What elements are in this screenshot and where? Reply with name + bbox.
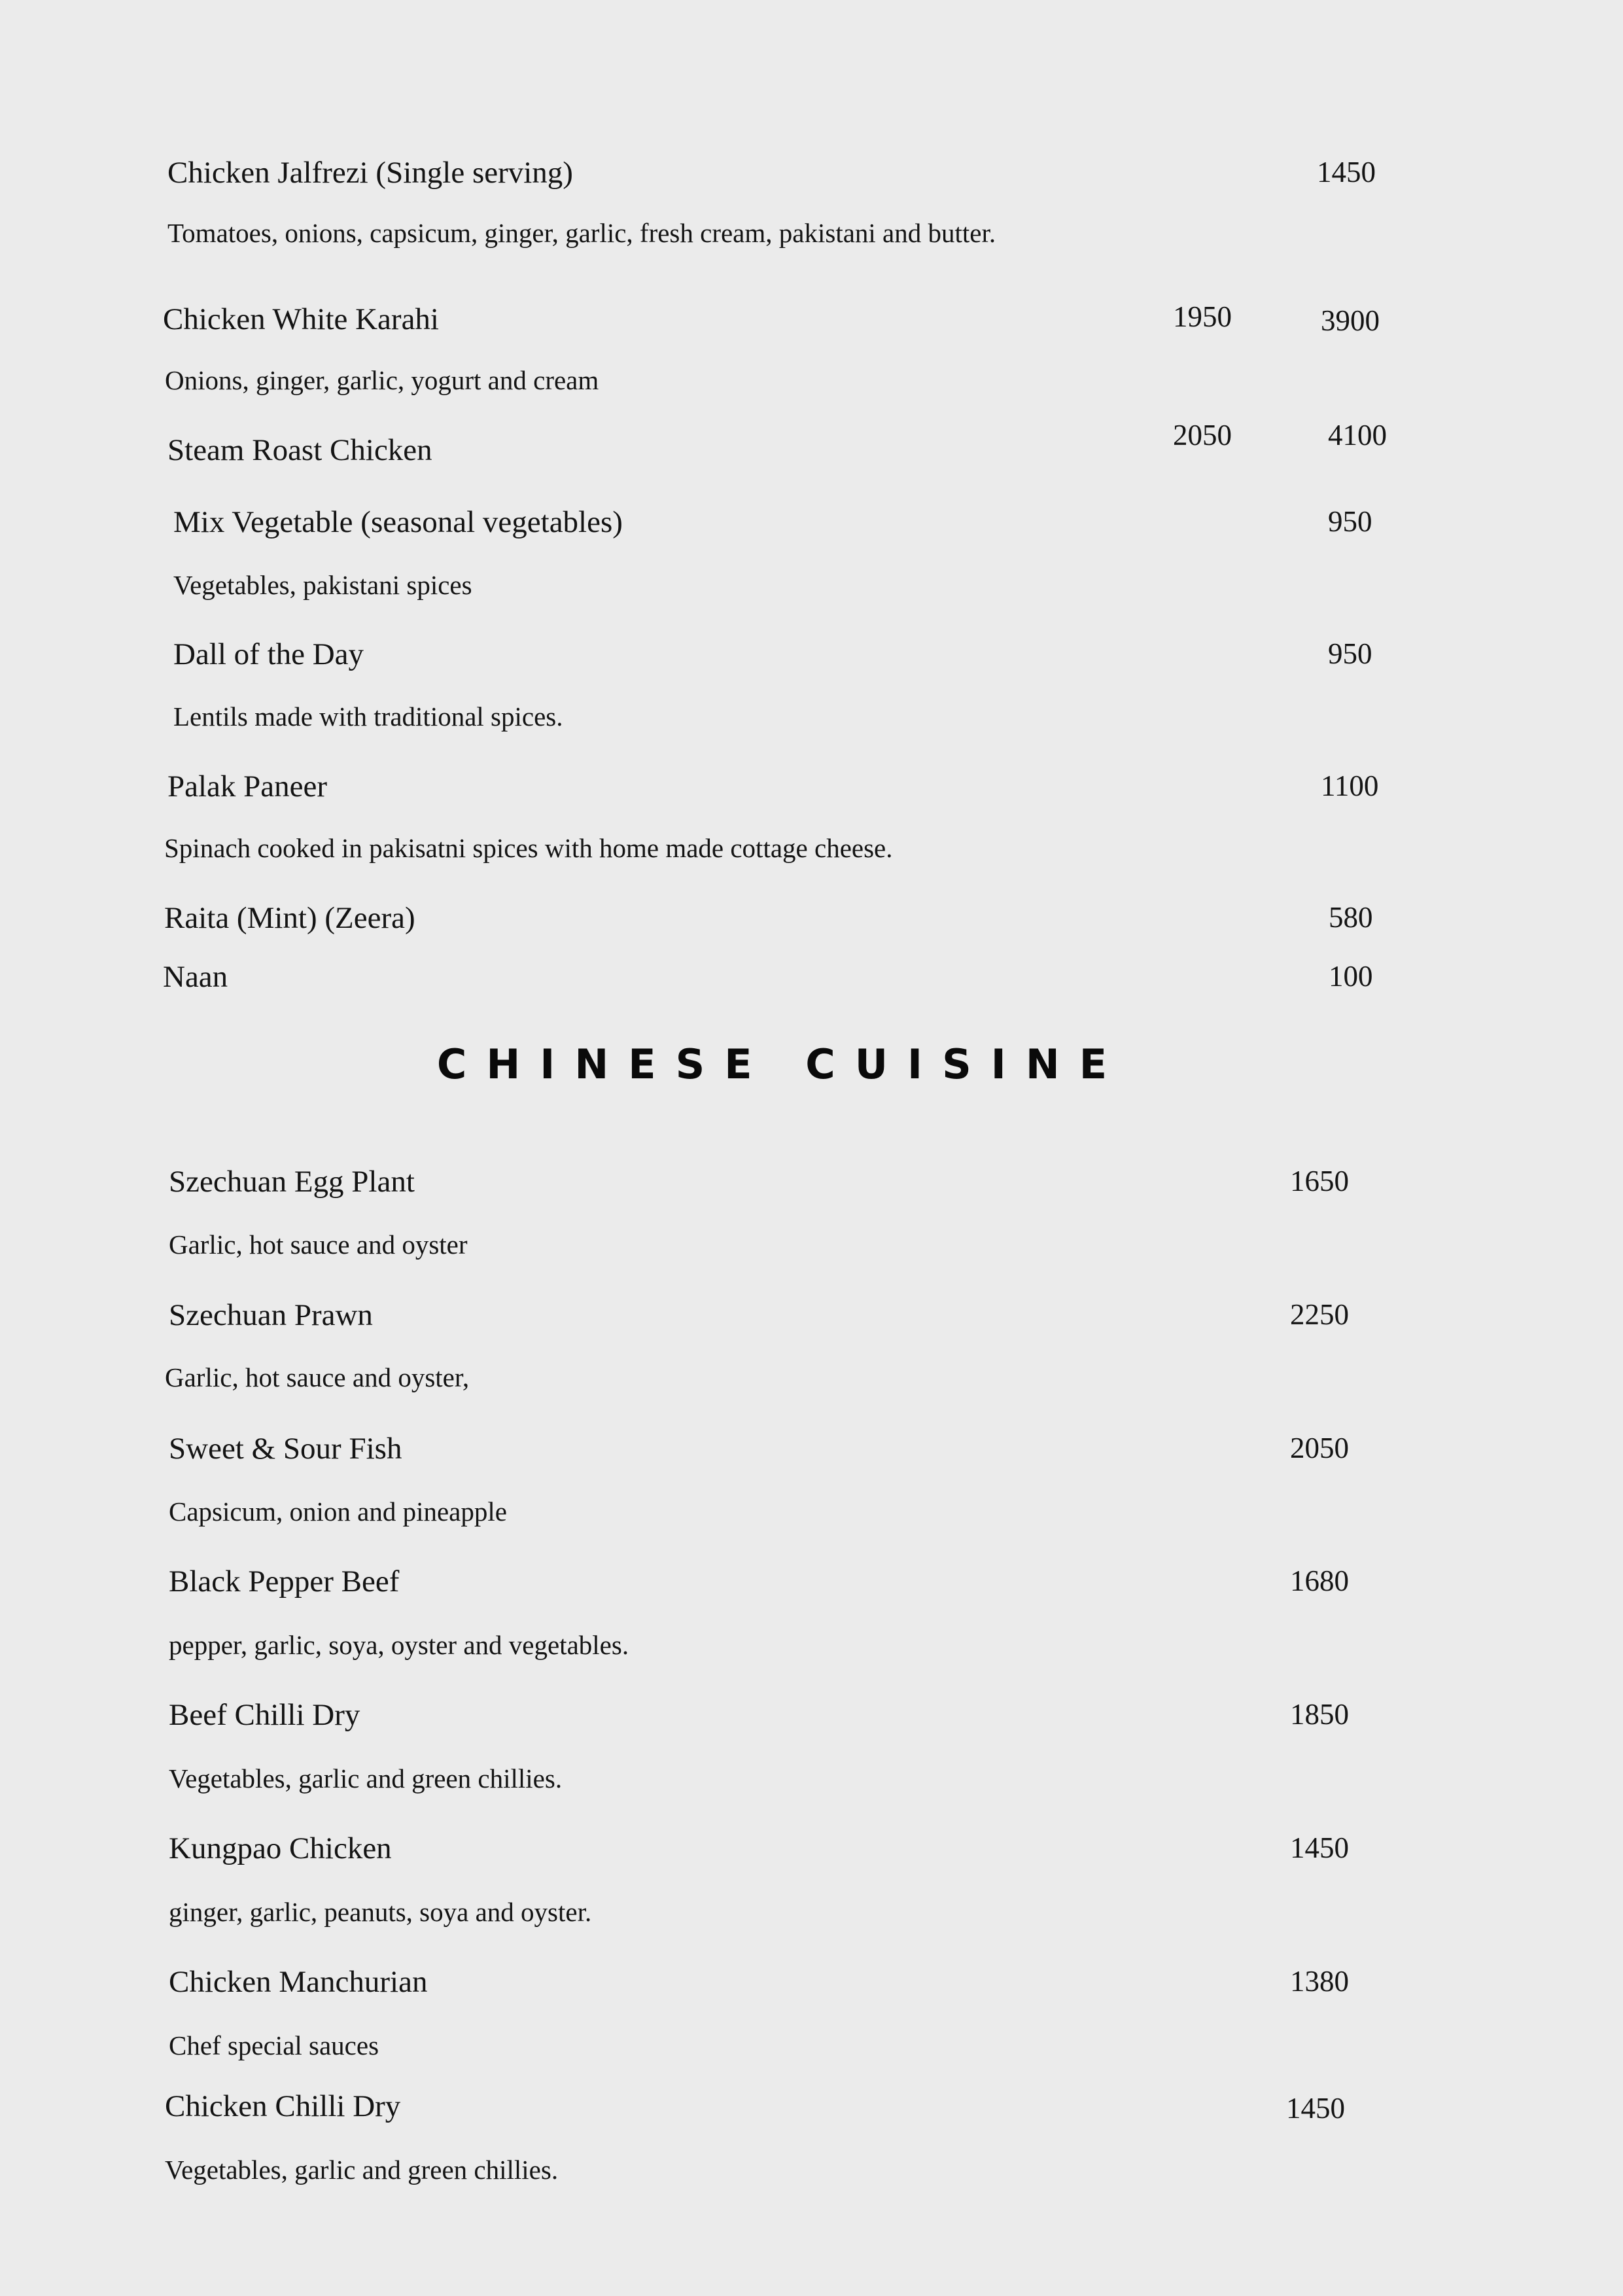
item-name: Black Pepper Beef [169,1564,400,1598]
item-description: Garlic, hot sauce and oyster, [165,1362,470,1392]
item-price-full: 3900 [1321,304,1380,337]
item-price: 1450 [1286,2092,1345,2125]
item-name: Chicken White Karahi [163,302,439,336]
item-description: Lentils made with traditional spices. [173,701,563,732]
item-name: Steam Roast Chicken [167,433,432,467]
item-description: Onions, ginger, garlic, yogurt and cream [165,365,599,395]
item-description: Tomatoes, onions, capsicum, ginger, garlic, fresh cream, pakistani and butter. [167,218,996,248]
item-price: 950 [1328,505,1372,538]
item-name: Chicken Chilli Dry [165,2089,401,2123]
item-price-half: 2050 [1173,419,1232,451]
item-description: Vegetables, garlic and green chillies. [165,2155,559,2185]
item-price-full: 4100 [1328,419,1387,451]
item-name: Palak Paneer [167,769,328,804]
item-name: Sweet & Sour Fish [169,1432,402,1466]
item-description: pepper, garlic, soya, oyster and vegetables. [169,1630,629,1660]
item-name: Mix Vegetable (seasonal vegetables) [173,505,623,539]
item-name: Naan [163,960,228,994]
item-name: Chicken Jalfrezi (Single serving) [167,156,573,190]
item-name: Dall of the Day [173,637,364,671]
item-name: Szechuan Prawn [169,1298,373,1332]
item-description: Spinach cooked in pakisatni spices with home made cottage cheese. [164,833,893,863]
item-description: Garlic, hot sauce and oyster [169,1229,468,1260]
item-description: Vegetables, garlic and green chillies. [169,1763,563,1793]
section-heading-chinese-cuisine: CHINESE CUISINE [436,1040,1127,1088]
item-price: 1450 [1317,156,1376,188]
item-price: 580 [1329,901,1373,934]
item-name: Beef Chilli Dry [169,1698,360,1732]
item-description: Capsicum, onion and pineapple [169,1496,507,1527]
item-name: Szechuan Egg Plant [169,1165,415,1199]
item-name: Chicken Manchurian [169,1965,428,1999]
item-description: Vegetables, pakistani spices [173,570,472,600]
item-price: 950 [1328,637,1372,670]
item-description: Chef special sauces [169,2030,379,2060]
item-price: 2050 [1290,1432,1349,1464]
item-price: 1680 [1290,1564,1349,1597]
item-name: Kungpao Chicken [169,1831,392,1865]
item-price: 100 [1329,960,1373,993]
item-price: 1100 [1321,769,1379,802]
item-price: 1380 [1290,1965,1349,1998]
item-price: 1450 [1290,1831,1349,1864]
item-price: 2250 [1290,1298,1349,1331]
item-price: 1650 [1290,1165,1349,1197]
item-name: Raita (Mint) (Zeera) [164,901,415,935]
item-price: 1850 [1290,1698,1349,1731]
item-price-half: 1950 [1173,300,1232,333]
item-description: ginger, garlic, peanuts, soya and oyster. [169,1897,592,1927]
